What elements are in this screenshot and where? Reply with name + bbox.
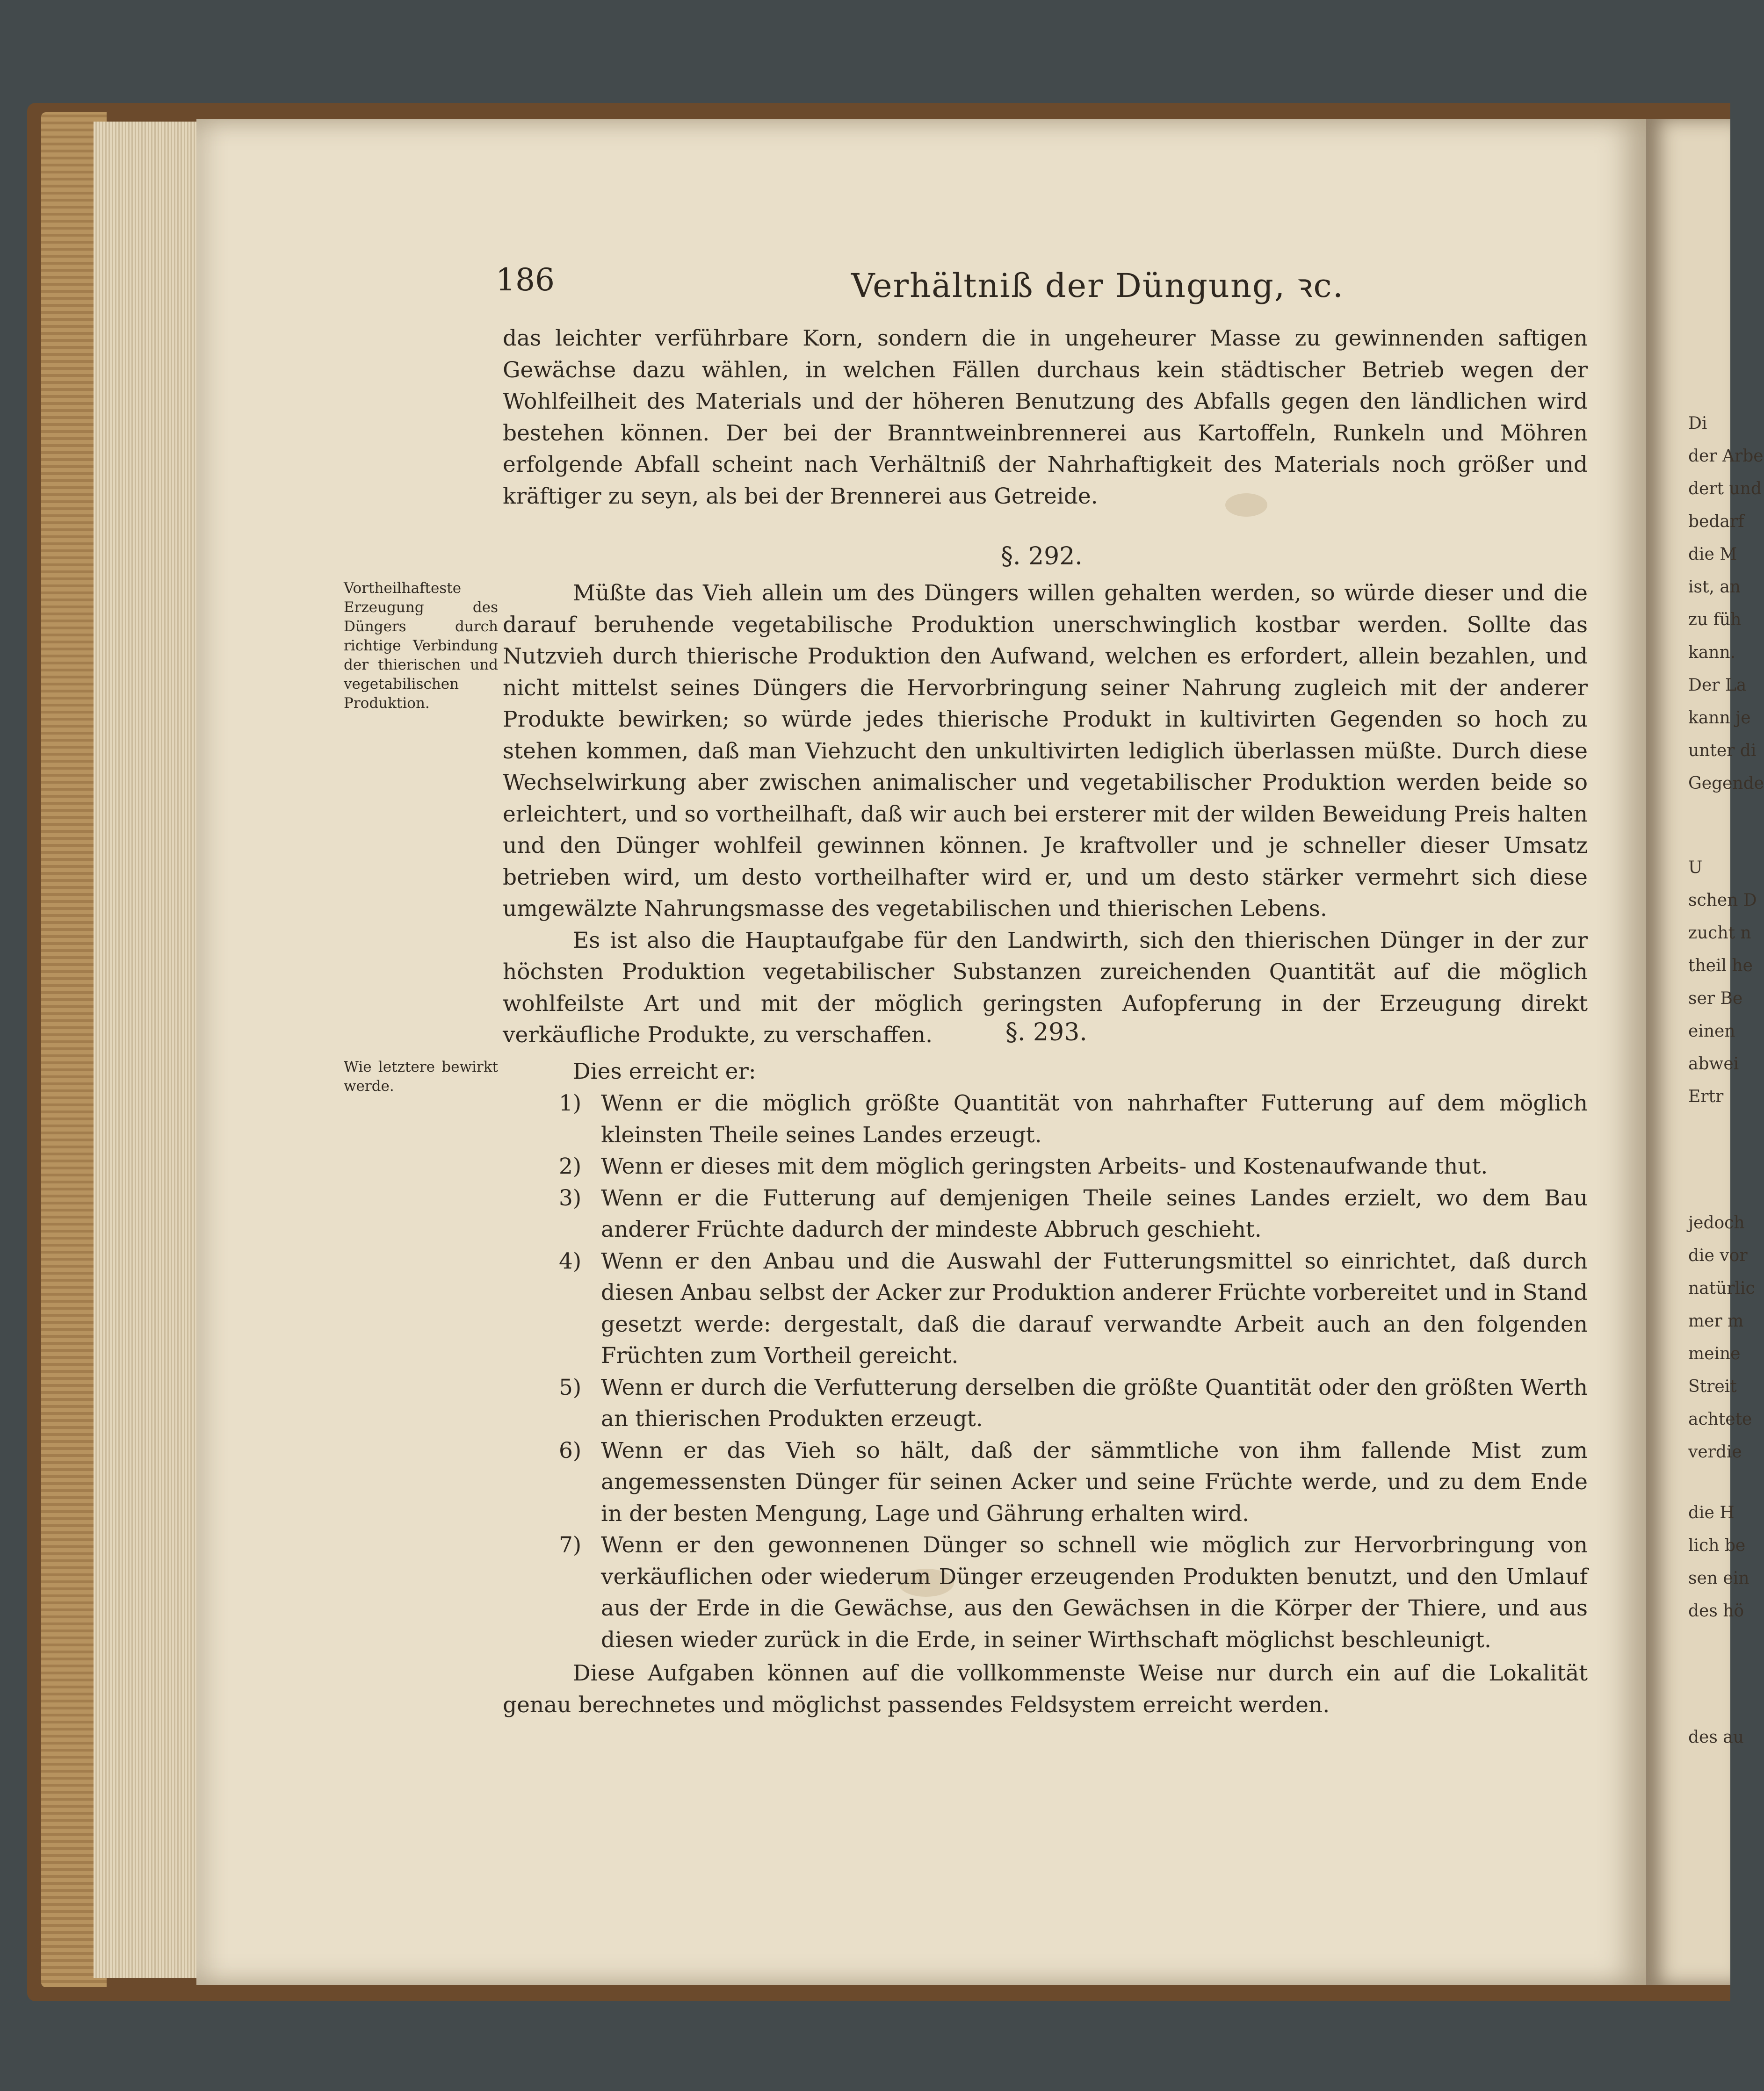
list-item xyxy=(559,1088,1588,1151)
facing-line: jedoch xyxy=(1688,1213,1745,1233)
list-item-text: Wenn er den Anbau und die Auswahl der Futterungsmittel so einrichtet, daß durch diesen Anbau selbst der Acker zur Produktion anderer Früchte vorbereitet und in Stand gesetzt werde: dergestalt, daß die darauf verwandte Arbeit auch an den folgenden Früchten zum Vortheil gereicht. xyxy=(601,1248,1588,1369)
list-item-number: 3) xyxy=(559,1185,582,1211)
section-293-marginal-note: Wie letztere bewirkt werde. xyxy=(344,1059,498,1095)
facing-line: U xyxy=(1688,858,1703,877)
facing-line: zucht n xyxy=(1688,923,1751,943)
list-item-number: 6) xyxy=(559,1437,582,1464)
list-item xyxy=(559,1182,1588,1246)
section-293-closing-text: Diese Aufgaben können auf die vollkommenste Weise nur durch ein auf die Lokalität genau berechnetes und möglichst passendes Feldsystem erreicht werden. xyxy=(503,1660,1588,1718)
facing-line: die vor xyxy=(1688,1246,1748,1265)
list-item-number: 1) xyxy=(559,1090,582,1116)
facing-line: mer m xyxy=(1688,1312,1744,1331)
facing-line: Di xyxy=(1688,414,1707,433)
list-item xyxy=(559,1435,1588,1530)
facing-line: Streit xyxy=(1688,1377,1737,1396)
facing-line: des au xyxy=(1688,1728,1744,1747)
facing-line: ist, an xyxy=(1688,577,1741,597)
page-stack xyxy=(94,122,201,1978)
list-item-number: 7) xyxy=(559,1532,582,1558)
intro-paragraph xyxy=(503,323,1588,512)
facing-line: einen xyxy=(1688,1022,1735,1041)
facing-line: zu füh xyxy=(1688,610,1742,629)
page-header xyxy=(496,262,1585,304)
section-292-marginal-note: Vortheilhafteste Erzeugung des Düngers durch richtige Verbindung der thierischen und vegetabilischen Produktion. xyxy=(344,580,498,712)
facing-line: meine xyxy=(1688,1344,1741,1363)
facing-line: ser Be xyxy=(1688,989,1743,1008)
facing-line: bedarf xyxy=(1688,512,1744,531)
list-item xyxy=(559,1372,1588,1435)
running-title: Verhältniß der Düngung, ꝛc. xyxy=(851,267,1344,305)
intro-text: das leichter verführbare Korn, sondern die in ungeheurer Masse zu gewinnenden saftigen Gewächse dazu wählen, in welchen Fällen durchaus kein städtischer Betrieb wegen der Wohlfeilheit des Materials und der höheren Benutzung des Abfalls gegen den ländlichen wird bestehen können. Der bei der Branntweinbrennerei aus Kartoffeln, Runkeln und Möhren erfolgende Abfall scheint nach Verhältniß der Nahrhaftigkeit des Materials noch größer und kräftiger zu seyn, als bei der Brennerei aus Getreide. xyxy=(503,325,1588,509)
section-293-closing xyxy=(503,1658,1588,1721)
list-item-text: Wenn er durch die Verfutterung derselben die größte Quantität oder den größten Werth an thierischen Produkten erzeugt. xyxy=(601,1374,1588,1432)
facing-line: des hö xyxy=(1688,1601,1744,1621)
facing-line: Ertr xyxy=(1688,1087,1724,1106)
list-item-text: Wenn er das Vieh so hält, daß der sämmtliche von ihm fallende Mist zum angemessensten Dünger für seinen Acker und seine Früchte werde, und zu dem Ende in der besten Mengung, Lage und Gährung erhalten wird. xyxy=(601,1437,1588,1527)
facing-line: abwei xyxy=(1688,1054,1739,1074)
facing-line: natürlic xyxy=(1688,1279,1755,1298)
facing-page xyxy=(1646,119,1764,1985)
facing-line: achtete xyxy=(1688,1410,1752,1429)
facing-line: sen ein xyxy=(1688,1569,1750,1588)
list-item-text: Wenn er dieses mit dem möglich geringsten Arbeits- und Kostenaufwande thut. xyxy=(601,1154,1488,1179)
facing-line: lich be xyxy=(1688,1536,1746,1555)
facing-line: Der La xyxy=(1688,676,1747,695)
facing-line: theil he xyxy=(1688,956,1753,975)
section-292-heading: §. 292. xyxy=(1001,542,1083,570)
list-item-text: Wenn er die Futterung auf demjenigen Theile seines Landes erzielt, wo dem Bau anderer Früchte dadurch der mindeste Abbruch geschieht. xyxy=(601,1185,1588,1242)
list-item xyxy=(559,1246,1588,1372)
section-292-paragraph-2: Es ist also die Hauptaufgabe für den Landwirth, sich den thierischen Dünger in der zur höchsten Produktion vegetabilischer Substanzen zureichenden Quantität auf die möglich wohlfeilste Art und mit der möglich geringsten Aufopferung in der Erzeugung direkt verkäufliche Produkte, zu verschaffen. xyxy=(503,927,1588,1048)
facing-line: verdie xyxy=(1688,1442,1742,1462)
list-item-number: 4) xyxy=(559,1248,582,1274)
facing-line: schen D xyxy=(1688,891,1757,910)
facing-line: dert und xyxy=(1688,479,1762,498)
facing-line: der Arbe xyxy=(1688,447,1764,466)
page-number: 186 xyxy=(496,262,555,298)
list-item-text: Wenn er den gewonnenen Dünger so schnell wie möglich zur Hervorbringung von verkäuflichen oder wiederum Dünger erzeugenden Produkten benutzt, und den Umlauf aus der Erde in die Gewächse, aus den Gewächsen in die Körper der Thiere, und aus diesen wieder zurück in die Erde, in seiner Wirthschaft möglichst beschleunigt. xyxy=(601,1532,1588,1653)
list-item-number: 5) xyxy=(559,1374,582,1400)
section-293-intro-text: Dies erreicht er: xyxy=(573,1059,756,1084)
section-292-paragraph-1: Müßte das Vieh allein um des Düngers willen gehalten werden, so würde dieser und die darauf beruhende vegetabilische Produktion unerschwinglich kostbar werden. Sollte das Nutzvieh durch thierische Produktion den Aufwand, welchen es erfordert, allein bezahlen, und nicht mittelst seines Düngers die Hervorbringung seiner Nahrung zugleich mit der anderer Produkte bewirken; so würde jedes thierische Produkt in kultivirten Gegenden so hoch zu stehen kommen, daß man Viehzucht den unkultivirten lediglich überlassen müßte. Durch diese Wechselwirkung aber zwischen animalischer und vegetabilischer Produktion werden beide so erleichtert, und so vortheilhaft, daß wir auch bei ersterer mit der wilden Beweidung Preis halten und den Dünger wohlfeil gewinnen können. Je kraftvoller und je schneller dieser Umsatz betrieben wird, um desto vortheilhafter wird er, und um desto stärker vermehrt sich diese umgewälzte Nahrungsmasse des vegetabilischen und thierischen Lebens. xyxy=(503,580,1588,922)
section-292-body xyxy=(503,577,1588,1051)
list-item xyxy=(559,1529,1588,1656)
section-293-intro xyxy=(503,1056,1588,1088)
section-293-heading: §. 293. xyxy=(1005,1018,1087,1046)
conditions-list xyxy=(559,1088,1588,1656)
facing-line: die H xyxy=(1688,1503,1735,1522)
list-item-text: Wenn er die möglich größte Quantität von nahrhafter Futterung auf dem möglich kleinsten Theile seines Landes erzeugt. xyxy=(601,1090,1588,1148)
facing-line: kann je xyxy=(1688,708,1751,728)
facing-line: Gegende xyxy=(1688,774,1764,793)
facing-line: die M xyxy=(1688,545,1737,564)
facing-line: kann. xyxy=(1688,643,1736,662)
list-item xyxy=(559,1151,1588,1182)
list-item-number: 2) xyxy=(559,1154,582,1179)
facing-line: unter di xyxy=(1688,741,1757,760)
